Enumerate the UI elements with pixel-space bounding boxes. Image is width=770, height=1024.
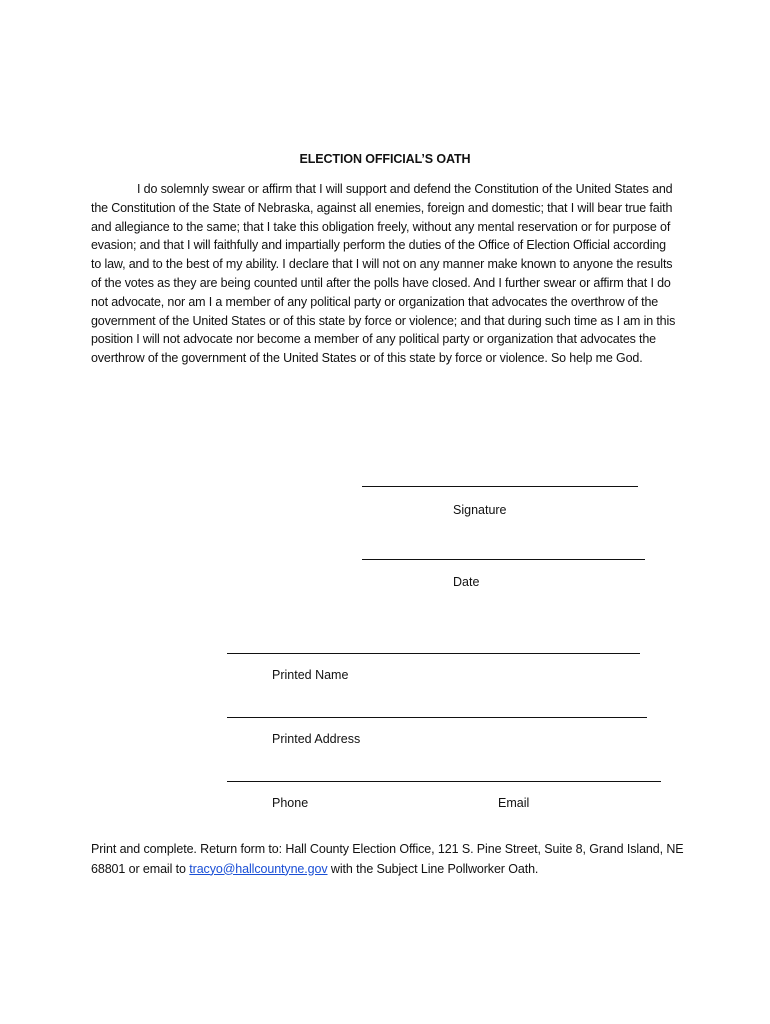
email-link[interactable]: tracyo@hallcountyne.gov — [189, 861, 328, 876]
printed-name-line[interactable] — [227, 653, 640, 654]
signature-line[interactable] — [362, 486, 638, 487]
date-line[interactable] — [362, 559, 645, 560]
return-instructions — [91, 840, 691, 879]
phone-label: Phone — [272, 796, 309, 810]
printed-address-line[interactable] — [227, 717, 647, 718]
return-instructions-subject: with the Subject Line Pollworker Oath. — [327, 861, 539, 876]
printed-address-label: Printed Address — [272, 732, 361, 746]
oath-text: I do solemnly swear or affirm that I will support and defend the Constitution of the United States and the Constitution of the State of Nebraska, against all enemies, foreign and domestic; that I will bear true faith and allegiance to the same; that I take this obligation freely, without any mental reservation or for purpose of evasion; and that I will faithfully and impartially perform the duties of the Office of Election Official according to law, and to the best of my ability. I declare that I will not on any manner make known to anyone the results of the votes as they are being counted until after the polls have closed. And I further swear or affirm that I do not advocate, nor am I a member of any political party or organization that advocates the overthrow of the government of the United States or of this state by force or violence; and that during such time as I am in this position I will not advocate nor become a member of any political party or organization that advocates the overthrow of the government of the United States or of this state by force or violence. So help me God. — [91, 182, 676, 366]
page-title: ELECTION OFFICIAL’S OATH — [299, 152, 471, 166]
return-instructions-text: Print and complete. Return form to: Hall County Election Office, 121 S. Pine Street, Suite 8, Grand Island, NE 68801 or email to — [91, 842, 684, 876]
signature-label: Signature — [453, 503, 507, 517]
printed-name-label: Printed Name — [272, 668, 349, 682]
phone-email-line[interactable] — [227, 781, 661, 782]
date-label: Date — [453, 575, 480, 589]
email-label: Email — [498, 796, 530, 810]
